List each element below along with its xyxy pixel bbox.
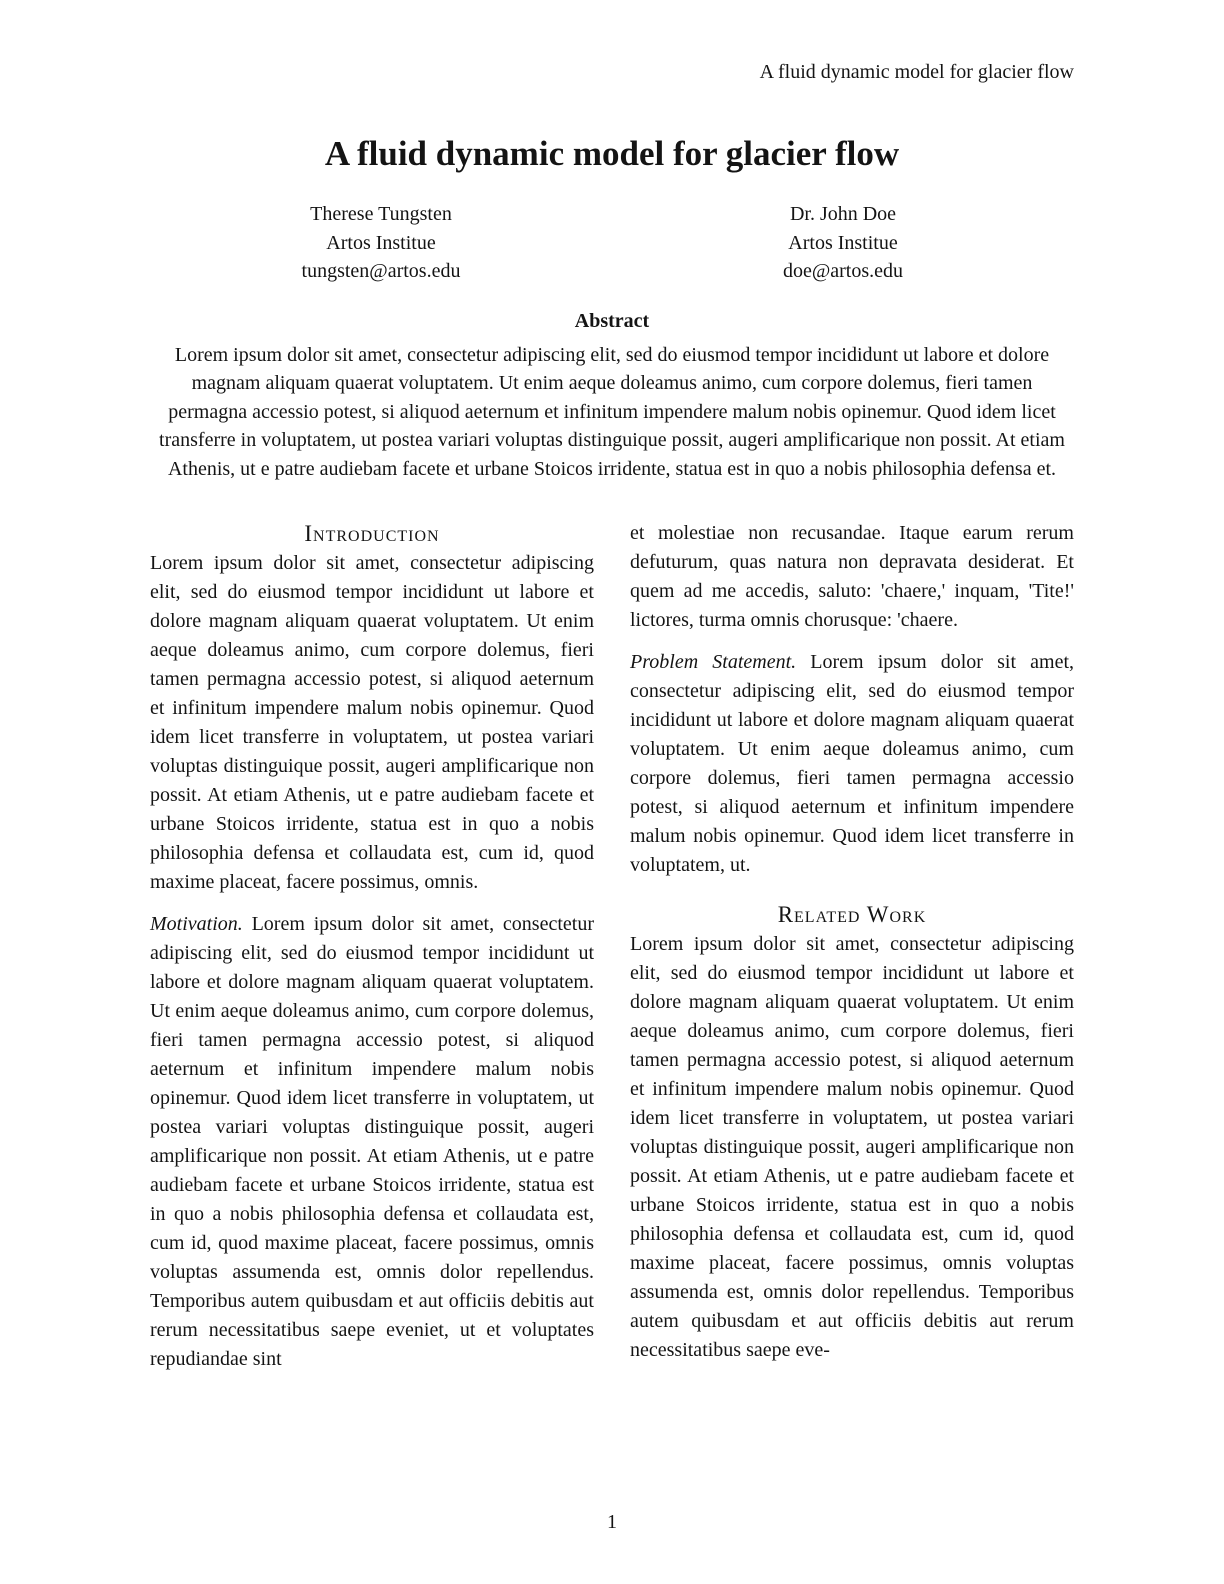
motivation-runin-label: Motivation.	[150, 913, 243, 936]
author-name: Therese Tungsten	[310, 203, 452, 225]
motivation-paragraph	[150, 910, 594, 1374]
related-work-paragraph: Lorem ipsum dolor sit amet, consectetur adipiscing elit, sed do eiusmod tempor incididunt ut labore et dolore magnam aliquam quaerat voluptatem. Ut enim aeque doleamus animo, cum corpore dolemus, fieri tamen permagna accessio potest, si aliquod aeternum et infinitum impendere malum nobis opinemur. Quod idem licet transferre in voluptatem, ut postea variari voluptas distinguique possit, augeri amplificarique non possit. At etiam Athenis, ut e patre audiebam facete et urbane Stoicos irridente, statua est in quo a nobis philosophia defensa et collaudata est, cum id, quod maxime placeat, facere possimus, omnis voluptas assumenda est, omnis dolor repellendus. Temporibus autem quibusdam et aut officiis debitis aut rerum necessitatibus saepe eve-	[630, 933, 1074, 1362]
author-affiliation: Artos Institue	[788, 231, 898, 254]
running-head: A fluid dynamic model for glacier flow	[759, 61, 1074, 83]
section-heading-introduction: Introduction	[304, 521, 440, 547]
introduction-paragraph: Lorem ipsum dolor sit amet, consectetur adipiscing elit, sed do eiusmod tempor incididunt ut labore et dolore magnam aliquam quaerat voluptatem. Ut enim aeque doleamus animo, cum corpore dolemus, fieri tamen permagna accessio potest, si aliquod aeternum et infinitum impendere malum nobis opinemur. Quod idem licet transferre in voluptatem, ut postea variari voluptas distinguique possit, augeri amplificarique non possit. At etiam Athenis, ut e patre audiebam facete et urbane Stoicos irridente, statua est in quo a nobis philosophia defensa et collaudata est, cum id, quod maxime placeat, facere possimus, omnis.	[150, 552, 594, 894]
motivation-paragraph-continuation: et molestiae non recusandae. Itaque earum rerum defuturum, quas natura non depravata desiderat. Et quem ad me accedis, saluto: 'chaere,' inquam, 'Tite!' lictores, turma omnis chorusque: 'chaere.	[630, 522, 1074, 632]
abstract-text: Lorem ipsum dolor sit amet, consectetur adipiscing elit, sed do eiusmod tempor incididunt ut labore et dolore magnam aliquam quaerat voluptatem. Ut enim aeque doleamus animo, cum corpore dolemus, fieri tamen permagna accessio potest, si aliquod aeternum et infinitum impendere malum nobis opinemur. Quod idem licet transferre in voluptatem, ut postea variari voluptas distinguique possit, augeri amplificarique non possit. At etiam Athenis, ut e patre audiebam facete et urbane Stoicos irridente, statua est in quo a nobis philosophia defensa et.	[159, 343, 1065, 480]
page-number: 1	[607, 1511, 617, 1533]
section-heading-related-work: Related Work	[777, 902, 927, 928]
two-column-body	[150, 519, 1074, 1387]
problem-statement-runin-label: Problem Statement.	[630, 651, 797, 674]
author-name: Dr. John Doe	[789, 203, 897, 225]
author-affiliation: Artos Institue	[326, 231, 436, 254]
motivation-paragraph-text: Lorem ipsum dolor sit amet, consectetur adipiscing elit, sed do eiusmod tempor incididunt ut labore et dolore magnam aliquam quaerat voluptatem. Ut enim aeque doleamus animo, cum corpore dolemus, fieri tamen permagna accessio potest, si aliquod aeternum et infinitum impendere malum nobis opinemur. Quod idem licet transferre in voluptatem, ut postea variari voluptas distinguique possit, augeri amplificarique non possit. At etiam Athenis, ut e patre audiebam facete et urbane Stoicos irridente, statua est in quo a nobis philosophia defensa et collaudata est, cum id, quod maxime placeat, facere possimus, omnis voluptas assumenda est, omnis dolor repellendus. Temporibus autem quibusdam et aut officiis debitis aut rerum necessitatibus saepe eveniet, ut et voluptates repudiandae sint	[150, 913, 594, 1371]
problem-statement-paragraph	[630, 648, 1074, 880]
paper-title: A fluid dynamic model for glacier flow	[324, 134, 900, 173]
author-1	[150, 200, 612, 286]
author-2	[612, 200, 1074, 286]
abstract-heading: Abstract	[574, 309, 650, 332]
right-column	[630, 519, 1074, 1387]
left-column	[150, 519, 594, 1387]
author-email: tungsten@artos.edu	[301, 260, 461, 282]
author-email: doe@artos.edu	[782, 260, 904, 282]
author-block	[150, 200, 1074, 286]
problem-statement-paragraph-text: Lorem ipsum dolor sit amet, consectetur adipiscing elit, sed do eiusmod tempor incididunt ut labore et dolore magnam aliquam quaerat voluptatem. Ut enim aeque doleamus animo, cum corpore dolemus, fieri tamen permagna accessio potest, si aliquod aeternum et infinitum impendere malum nobis opinemur. Quod idem licet transferre in voluptatem, ut.	[630, 651, 1074, 877]
